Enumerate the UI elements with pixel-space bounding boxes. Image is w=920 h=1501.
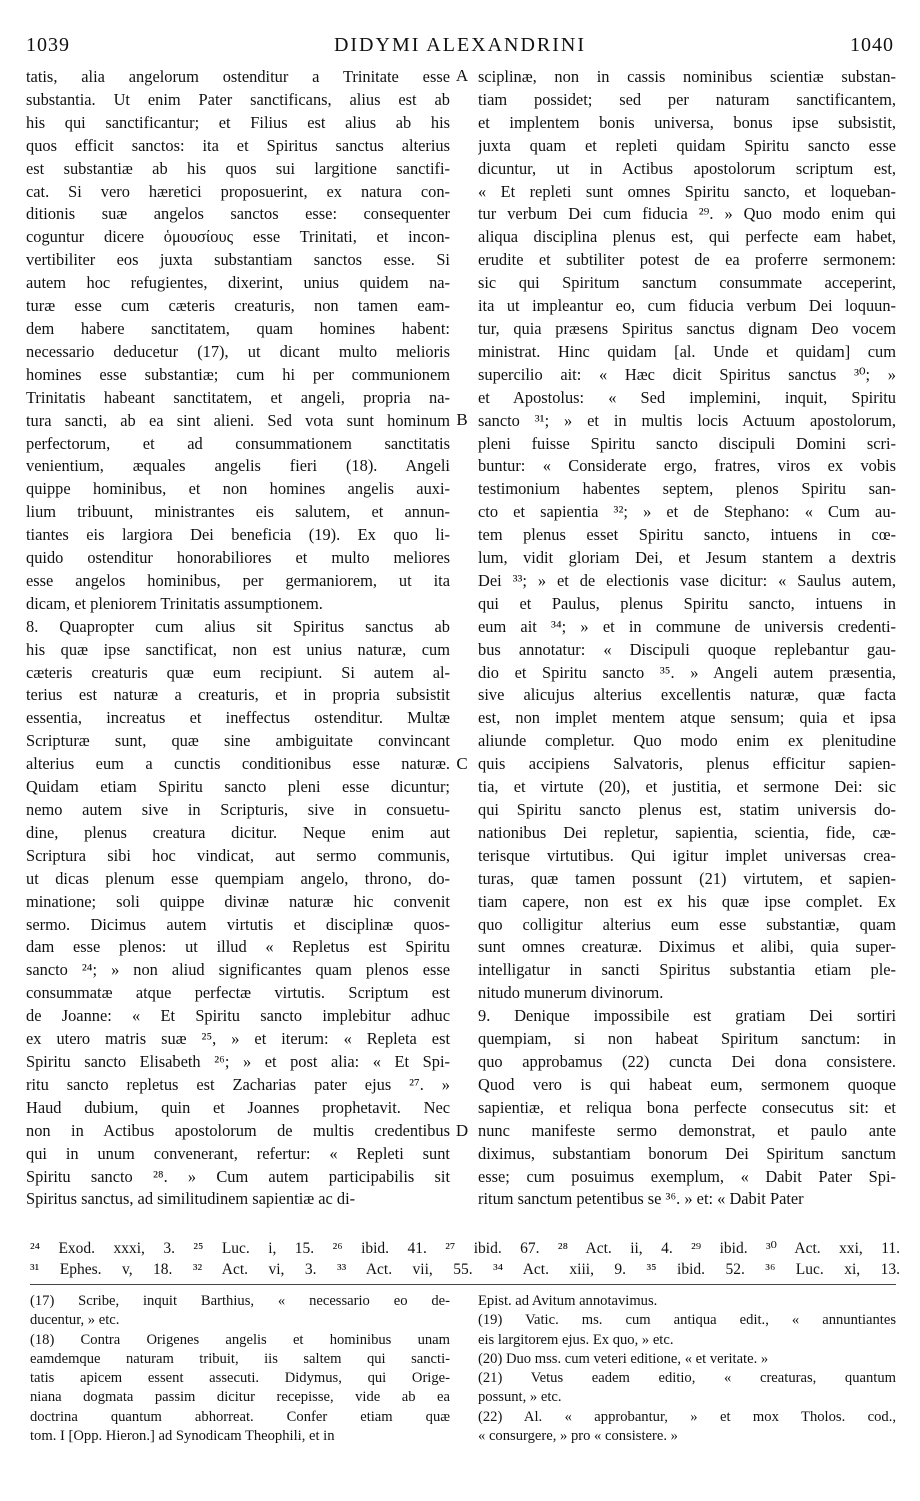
footnote-line: (22) Al. « approbantur, » et mox Tholos. cod.,: [478, 1408, 896, 1425]
margin-letter-b: B: [456, 410, 468, 429]
text-line: cto et sapientia ³²; » et de Stephano: « Cum au-: [478, 502, 896, 522]
text-line: sancto ²⁴; » non aliud significantes quam plenos esse: [26, 960, 450, 980]
text-line: bus annotatur: « Discipuli quoque replebantur gau-: [478, 639, 896, 659]
text-line: est substantiæ ab his quos sui largitione sanctifi-: [26, 158, 450, 178]
text-line: his qui sanctificantur; et Filius est alius ab his: [26, 112, 450, 132]
text-line: buntur: « Considerate ergo, fratres, viros ex vobis: [478, 456, 896, 476]
text-line: quempiam, si non habeat Spiritum sanctum: in: [478, 1029, 896, 1049]
running-title: DIDYMI ALEXANDRINI: [333, 34, 587, 56]
reference-line: ³¹ Ephes. v, 18. ³² Act. vi, 3. ³³ Act. vii, 55. ³⁴ Act. xiii, 9. ³⁵ ibid. 52. ³⁶ Luc. xi, 13.: [30, 1261, 900, 1278]
text-line: pleni fuisse Spiritu sancto discipuli Domini scri-: [478, 433, 896, 453]
text-line: tur verbum Dei cum fiducia ²⁹. » Quo modo enim qui: [478, 204, 896, 224]
right-column: [478, 66, 896, 1211]
text-line: ut dicas plenum esse quempiam angelo, throno, do-: [26, 868, 450, 888]
reference-line: ²⁴ Exod. xxxi, 3. ²⁵ Luc. i, 15. ²⁶ ibid. 41. ²⁷ ibid. 67. ²⁸ Act. ii, 4. ²⁹ ibid. ³⁰ Act. xxi, 11.: [30, 1240, 900, 1257]
footnote-line: « consurgere, » pro « consistere. »: [478, 1428, 678, 1445]
text-line: tiam possidet; sed per naturam sanctificantem,: [478, 89, 896, 109]
text-line: qui et Paulus, plenus Spiritu sancto, intuens in: [478, 593, 896, 613]
text-line: « Et repleti sunt omnes Spiritu sancto, et loqueban-: [478, 181, 896, 201]
footnote-line: possunt, » etc.: [478, 1389, 562, 1406]
text-line: Quidam etiam Spiritu sancto pleni esse dicuntur;: [26, 777, 450, 797]
footnote-line: doctrina quantum abhorreat. Confer etiam quæ: [30, 1408, 450, 1425]
text-line: esse; cum posuimus exemplum, « Dabit Pater Spi-: [478, 1166, 896, 1186]
footnote-line: ducentur, » etc.: [30, 1312, 120, 1329]
footnote-line: (17) Scribe, inquit Barthius, « necessario eo de-: [30, 1293, 450, 1309]
text-line: Trinitatis habeant sanctitatem, et angeli, propria na-: [26, 387, 450, 407]
text-line: venientium, æquales angelis fieri (18). Angeli: [26, 456, 450, 476]
text-line: dicam, et pleniorem Trinitatis assumptionem.: [26, 593, 323, 613]
text-line: est, non implet mentem atque sensum; quia et ipsa: [478, 708, 896, 728]
text-line: ex utero matris suæ ²⁵, » et iterum: « Repleta est: [26, 1029, 450, 1049]
text-line: necessario deducetur (17), ut dicant multo melioris: [26, 341, 450, 361]
text-line: terius est naturæ a creaturis, et in propria subsistit: [26, 685, 450, 705]
text-line: aliqua disciplina plenus est, qui perfecte eam habet,: [478, 227, 896, 247]
text-line: intelligatur in sancti Spiritus substantia etiam ple-: [478, 960, 896, 980]
text-line: Quod vero is qui habeat eum, sermonem quoque: [478, 1074, 896, 1094]
text-line: qui in unum convenerant, refertur: « Repleti sunt: [26, 1143, 450, 1163]
footnote-line: eis largitorem ejus. Ex quo, » etc.: [478, 1331, 674, 1348]
text-line: ditionis suæ angelos sanctos esse: consequenter: [26, 204, 450, 224]
footnote-line: (18) Contra Origenes angelis et hominibus unam: [30, 1331, 450, 1348]
footnote-line: niana dogmata passim dicitur recepisse, vide ab ea: [30, 1389, 450, 1406]
text-line: coguntur dicere ὁμουσίους esse Trinitati, et incon-: [26, 227, 450, 247]
margin-letter-c: C: [456, 754, 468, 773]
page-number-right: 1040: [850, 34, 894, 56]
text-line: de Joanne: « Et Spiritu sancto implebitur adhuc: [26, 1006, 450, 1026]
text-line: vertibiliter eos juxta substantiam sanctos esse. Si: [26, 250, 450, 270]
page-header: [26, 34, 894, 62]
footnote-line: (20) Duo mss. cum veteri editione, « et veritate. »: [478, 1350, 769, 1367]
text-line: tiantes eis largiora Dei beneficia (19). Ex quo li-: [26, 525, 450, 545]
text-line: qui Spiritu sancto plenus est, statim universis do-: [478, 800, 896, 819]
text-line: tia, et virtute (20), et justitia, et sermone Dei: sic: [478, 777, 896, 797]
text-line: eum ait ³⁴; » et in commune de universis credenti-: [478, 616, 896, 636]
text-line: turæ esse cum cæteris creaturis, non tamen eam-: [26, 296, 450, 316]
text-line: sermo. Dicimus autem virtutis et disciplinæ quos-: [26, 914, 450, 934]
text-line: Scriptura sibi hoc vindicat, aut sermo communis,: [26, 845, 450, 865]
text-line: terisque virtutibus. Qui igitur implet universas crea-: [478, 845, 896, 865]
text-line: dio et Spiritu sancto ³⁵. » Angeli autem præsentia,: [478, 662, 896, 682]
text-line: non in Actibus apostolorum de multis credentibus: [26, 1120, 450, 1140]
text-line: sic qui Spiritum sanctum consummate acceperint,: [478, 273, 896, 293]
left-column: [26, 66, 450, 1211]
text-line: 8. Quapropter cum alius sit Spiritus sanctus ab: [26, 616, 450, 636]
footnote-line: eamdemque naturam tribuit, iis saltem qui sancti-: [30, 1350, 450, 1367]
footnote-line: Epist. ad Avitum annotavimus.: [478, 1293, 658, 1309]
section-margin-letters: [452, 66, 472, 1166]
text-line: lum, vidit gloriam Dei, et Jesum stantem a dextris: [478, 548, 896, 568]
text-line: tur, quia præsens Spiritus sanctus dignam Deo vocem: [478, 318, 896, 338]
text-line: ministrat. Hinc quidam [al. Unde et quidam] cum: [478, 341, 896, 361]
text-line: sunt omnes creaturæ. Diximus et alibi, quia super-: [478, 937, 896, 957]
text-line: quis accipiens Salvatoris, plenus efficitur sapien-: [478, 754, 896, 774]
text-line: et implentem bonis universa, bonus ipse subsistit,: [478, 112, 896, 132]
text-line: consummatæ atque perfectæ virtutis. Scriptum est: [26, 983, 450, 1003]
text-line: turas, quæ tamen possunt (21) virtutem, et sapien-: [478, 868, 896, 888]
page-number-left: 1039: [26, 34, 70, 56]
text-line: substantia. Ut enim Pater sanctificans, alius est ab: [26, 89, 450, 109]
text-line: cæteris creaturis quæ eum recipiunt. Si autem al-: [26, 662, 450, 682]
text-line: Spiritu sancto ²⁸. » Cum autem participabilis sit: [26, 1166, 450, 1186]
text-line: quido ostenditur honorabiliores et multo meliores: [26, 548, 450, 568]
footnote-line: tatis apicem essent assecuti. Didymus, qui Orige-: [30, 1370, 450, 1387]
text-line: cat. Si vero hæretici proposuerint, ex natura con-: [26, 181, 450, 201]
footnotes-right: [478, 1292, 896, 1446]
text-line: esse angelos hominibus, per germaniorem, ut ita: [26, 570, 450, 590]
text-line: Scripturæ sunt, quæ sine ambiguitate convincant: [26, 731, 450, 751]
text-line: dem habere sanctitatem, quam homines habent:: [26, 318, 450, 338]
text-line: testimonium habentes septem, plenos Spiritu san-: [478, 479, 896, 499]
text-line: supercilio ait: « Hæc dicit Spiritus sanctus ³⁰; »: [478, 364, 896, 384]
text-line: dicuntur, ut in Actibus apostolorum scriptum est,: [478, 158, 896, 178]
text-line: Dei ³³; » et de electionis vase dicitur: « Saulus autem,: [478, 570, 896, 590]
text-line: quo colligitur alterius eum esse substantiæ, quam: [478, 914, 896, 934]
text-line: sciplinæ, non in cassis nominibus scientiæ substan-: [478, 67, 896, 86]
text-line: quos efficit sanctos: ita et Spiritus sanctus alterius: [26, 135, 450, 155]
text-line: nemo autem sive in Scripturis, sive in consuetu-: [26, 800, 450, 819]
text-line: essentia, increatus et ineffectus ostenditur. Multæ: [26, 708, 450, 728]
text-line: alterius eum a cunctis conditionibus esse naturæ.: [26, 754, 450, 774]
text-line: sapientiæ, et reliqua bona perfecte consecutus sit: et: [478, 1097, 896, 1117]
text-line: sive alicujus alterius excellentis naturæ, quæ facta: [478, 685, 896, 705]
text-line: Spiritus sanctus, ad similitudinem sapientiæ ac di-: [26, 1189, 356, 1209]
text-line: his quæ ipse sanctificat, non est unius naturæ, cum: [26, 639, 450, 659]
text-line: ritu sancto repletus est Zacharias pater ejus ²⁷. »: [26, 1074, 450, 1094]
margin-letter-d: D: [455, 1121, 469, 1140]
text-line: quippe hominibus, et non homines angelis auxi-: [26, 479, 450, 499]
text-line: dam esse plenos: ut illud « Repletus est Spiritu: [26, 937, 450, 957]
footnote-line: (19) Vatic. ms. cum antiqua edit., « annuntiantes: [478, 1312, 896, 1329]
footnote-line: tom. I [Opp. Hieron.] ad Synodicam Theophili, et in: [30, 1428, 335, 1445]
text-line: lium tribuunt, ministrantes eis salutem, et annun-: [26, 502, 450, 522]
text-line: tiam capere, non est ex his quæ ipse complet. Ex: [478, 891, 896, 911]
text-line: aliunde completur. Quo modo enim ex plenitudine: [478, 731, 896, 751]
text-line: tatis, alia angelorum ostenditur a Trinitate esse: [26, 67, 450, 86]
text-line: nitudo munerum divinorum.: [478, 983, 664, 1003]
text-line: diximus, substantiam bonorum Dei Spiritum sanctum: [478, 1143, 896, 1163]
text-line: Spiritu sancto Elisabeth ²⁶; » et post alia: « Et Spi-: [26, 1051, 450, 1071]
scripture-references: [30, 1238, 900, 1280]
text-line: minatione; soli quippe divinæ naturæ hic convenit: [26, 891, 450, 911]
text-line: tem plenus esset Spiritu sancto, intuens in cœ-: [478, 525, 896, 545]
text-line: dine, plenus creatura dicitur. Neque enim aut: [26, 822, 450, 842]
text-line: ita ut impleantur eo, cum fiducia verbum Dei loquun-: [478, 296, 896, 316]
text-line: homines esse substantiæ; cum hi per communionem: [26, 364, 450, 384]
footnote-divider: [30, 1284, 896, 1285]
footnotes-left: [30, 1292, 450, 1446]
text-line: Haud dubium, quin et Joannes prophetavit. Nec: [26, 1097, 450, 1117]
text-line: perfectorum, et ad consummationem sanctitatis: [26, 433, 450, 453]
text-line: autem hoc refugientes, dixerint, unius quidem na-: [26, 273, 450, 293]
text-line: tura sancti, ab ea sint alieni. Sed vota sunt hominum: [26, 410, 450, 430]
text-line: ritum sanctum petentibus se ³⁶. » et: « Dabit Pater: [478, 1189, 804, 1209]
text-line: sancto ³¹; » et in multis locis Actuum apostolorum,: [478, 410, 896, 430]
footnote-line: (21) Vetus eadem editio, « creaturas, quantum: [478, 1370, 896, 1387]
text-line: erudite et subtiliter potest de ea proferre sermonem:: [478, 250, 896, 270]
margin-letter-a: A: [455, 66, 469, 85]
text-line: et Apostolus: « Sed implemini, inquit, Spiritu: [478, 387, 896, 407]
text-line: quo approbamus (22) cuncta Dei dona consistere.: [478, 1051, 896, 1071]
text-line: nunc manifeste sermo demonstrat, et paulo ante: [478, 1120, 896, 1140]
text-line: 9. Denique impossibile est gratiam Dei sortiri: [478, 1006, 896, 1026]
text-line: nationibus Dei repletur, sapientia, scientia, fide, cæ-: [478, 822, 896, 842]
text-line: juxta quam et repleti quidam Spiritu sancto esse: [478, 135, 896, 155]
